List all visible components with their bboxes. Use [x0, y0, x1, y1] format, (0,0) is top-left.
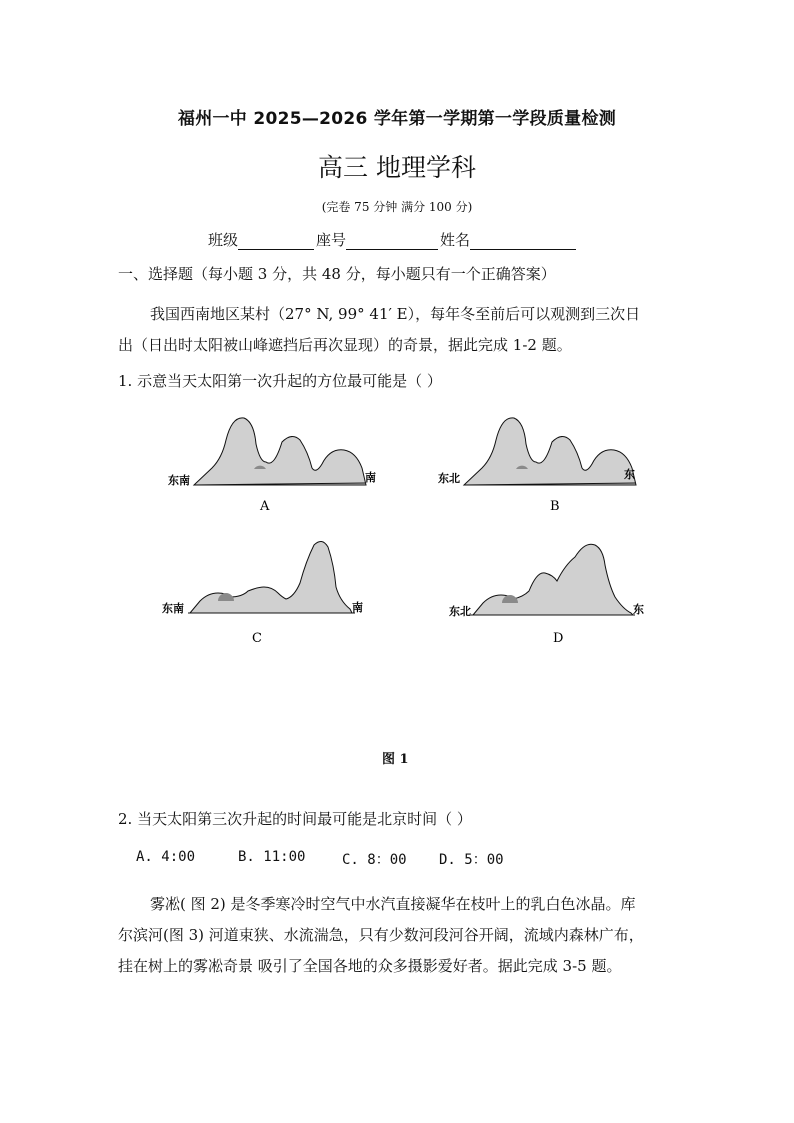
figure-panel-d	[445, 535, 675, 650]
direction-label-left: 东北	[438, 472, 460, 485]
question-2-option-b: B. 11:00	[238, 849, 306, 865]
question-2: 2. 当天太阳第三次升起的时间最可能是北京时间（ ）	[118, 810, 472, 828]
mountain-silhouette	[190, 541, 352, 613]
seat-label: 座号	[316, 231, 347, 249]
mountain-silhouette	[473, 544, 633, 615]
name-label: 姓名	[440, 231, 471, 249]
figure-panel-b	[430, 410, 660, 520]
seat-field[interactable]	[346, 235, 438, 250]
intro-paragraph-line1: 我国西南地区某村（27° N, 99° 41′ E），每年冬至前后可以观测到三次日	[150, 305, 641, 323]
section-title: 一、选择题（每小题 3 分，共 48 分，每小题只有一个正确答案）	[118, 265, 556, 283]
direction-label-left: 东南	[168, 474, 190, 487]
direction-label-left: 东北	[449, 605, 471, 618]
figure-1-caption: 图 1	[382, 752, 409, 767]
question-2-option-d: D. 5：00	[439, 852, 504, 868]
question-1: 1. 示意当天太阳第一次升起的方位最可能是（ ）	[118, 372, 442, 390]
direction-label-right: 东	[633, 603, 644, 616]
exam-school-title: 福州一中 2025—2026 学年第一学期第一学段质量检测	[177, 109, 617, 129]
intro2-line3: 挂在树上的雾凇奇景 吸引了全国各地的众多摄影爱好者。据此完成 3-5 题。	[118, 957, 622, 975]
panel-caption: C	[252, 631, 262, 646]
name-field[interactable]	[470, 235, 576, 250]
figure-panel-a	[160, 410, 390, 520]
direction-label-right: 南	[352, 601, 363, 614]
direction-label-left: 东南	[162, 602, 184, 615]
mountain-silhouette	[194, 418, 366, 485]
mountain-silhouette	[464, 418, 636, 485]
question-2-option-c: C. 8：00	[342, 852, 407, 868]
panel-caption: D	[553, 631, 564, 646]
panel-caption: A	[260, 499, 270, 514]
subject-title: 高三 地理学科	[318, 153, 476, 182]
direction-label-right: 南	[365, 471, 376, 484]
intro-paragraph-line2: 出（日出时太阳被山峰遮挡后再次显现）的奇景，据此完成 1-2 题。	[118, 336, 572, 354]
intro2-line2: 尔滨河(图 3) 河道束狭、水流湍急，只有少数河段河谷开阔，流域内森林广布，	[118, 926, 644, 944]
figure-panel-c	[160, 535, 390, 650]
class-field[interactable]	[238, 235, 314, 250]
student-info-row	[208, 229, 578, 250]
panel-caption: B	[550, 499, 560, 514]
question-2-option-a: A. 4:00	[136, 849, 196, 865]
exam-info: (完卷 75 分钟 满分 100 分)	[321, 200, 473, 214]
intro2-line1: 雾凇( 图 2) 是冬季寒冷时空气中水汽直接凝华在枝叶上的乳白色冰晶。库	[150, 895, 636, 913]
class-label: 班级	[208, 231, 239, 249]
direction-label-right: 东	[624, 468, 635, 481]
